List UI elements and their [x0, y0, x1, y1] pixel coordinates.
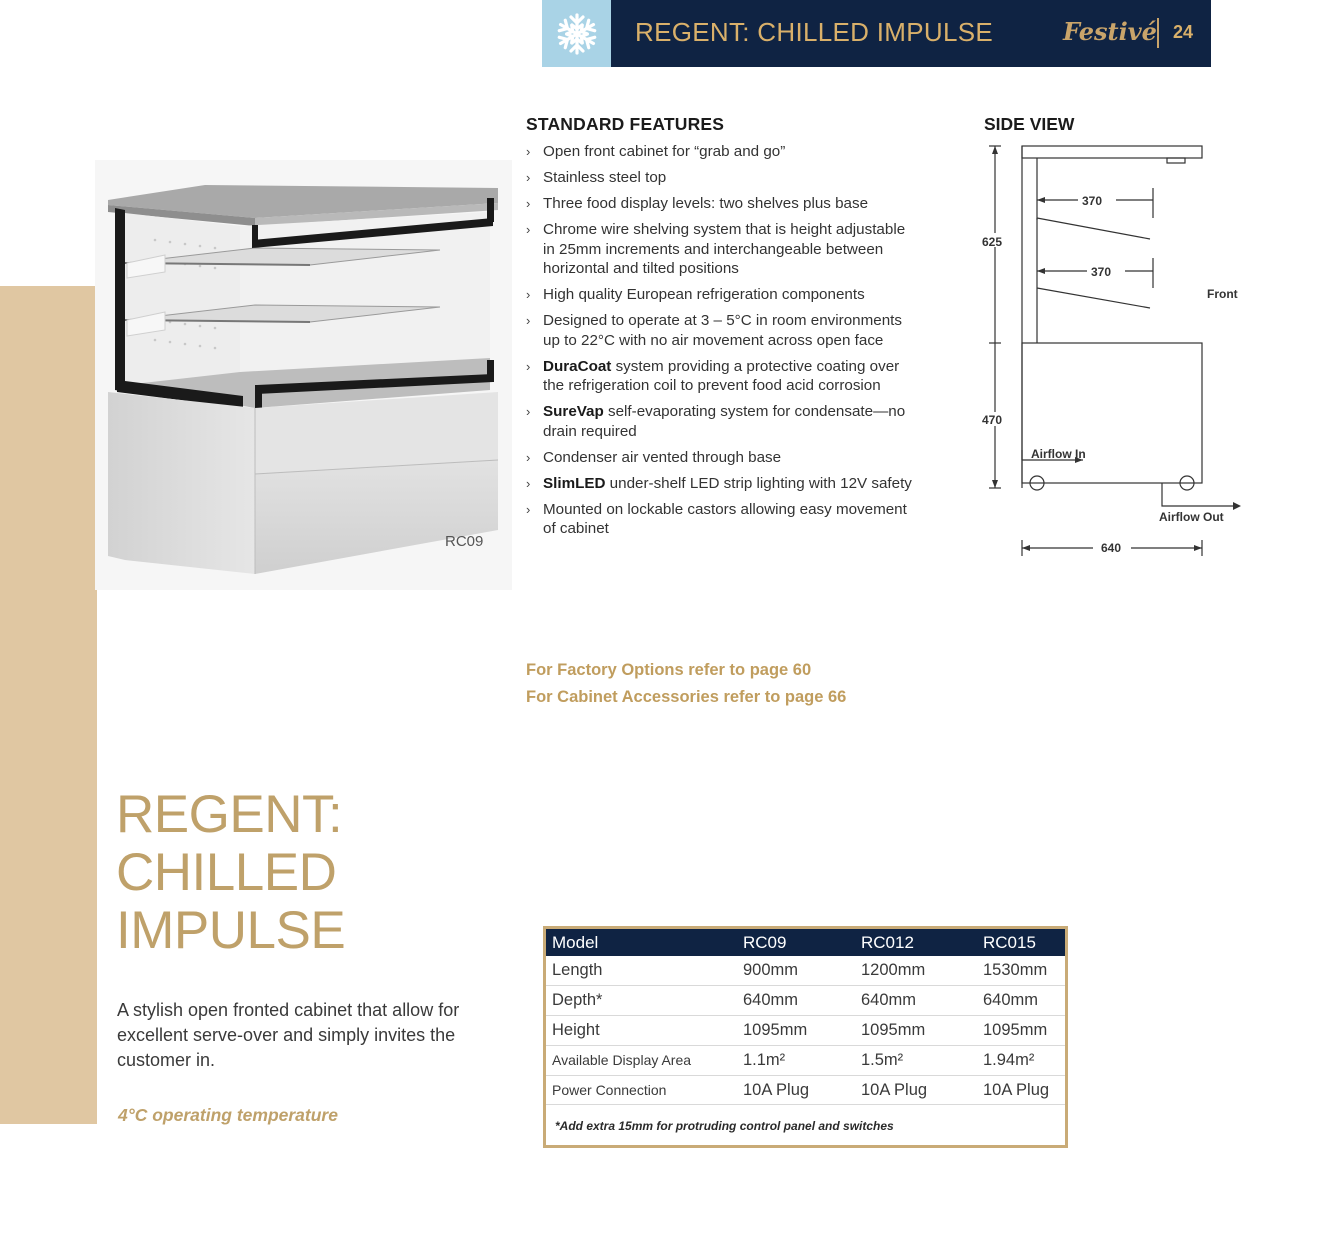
depth-dim: 640: [1101, 541, 1122, 555]
header-rc015: RC015: [977, 929, 1065, 956]
table-cell: 1095mm: [855, 1016, 977, 1046]
table-row: [546, 956, 1065, 986]
feature-item: [526, 168, 916, 188]
feature-text: High quality European refrigeration components: [543, 286, 865, 303]
options-references: [526, 657, 846, 711]
table-cell: 1200mm: [855, 956, 977, 986]
feature-brand-name: SureVap: [543, 403, 604, 420]
feature-item: [526, 311, 916, 350]
upper-height-dim: 625: [982, 235, 1003, 249]
feature-brand-name: SlimLED: [543, 474, 606, 492]
front-label: Front: [1207, 287, 1238, 301]
feature-text: Stainless steel top: [543, 169, 667, 186]
operating-temperature: 4°C operating temperature: [118, 1105, 338, 1125]
row-label: Height: [546, 1016, 737, 1046]
table-cell: 1.94m²: [977, 1045, 1065, 1075]
airflow-in-label: Airflow In: [1031, 447, 1086, 461]
header-icon-box: [542, 0, 611, 67]
table-cell: 640mm: [737, 986, 855, 1016]
bullet-chevron-icon: ›: [526, 404, 531, 419]
bullet-chevron-icon: ›: [526, 449, 531, 465]
bullet-chevron-icon: ›: [526, 287, 531, 302]
feature-text: Mounted on lockable castors allowing easy movement of cabinet: [543, 500, 907, 537]
title-line-1: REGENT:: [116, 785, 343, 844]
header-rc09: RC09: [737, 929, 855, 956]
header-title: REGENT: CHILLED IMPULSE: [635, 17, 993, 47]
feature-brand-name: DuraCoat: [543, 357, 612, 375]
header-bar: [611, 0, 1211, 67]
row-label: Power Connection: [546, 1075, 737, 1105]
feature-item: [526, 474, 916, 494]
standard-features: [526, 114, 916, 545]
feature-text: Three food display levels: two shelves plus base: [543, 195, 869, 212]
page-number: 24: [1173, 22, 1194, 42]
table-header-row: [546, 929, 1065, 956]
lower-height-dim: 470: [982, 413, 1003, 427]
specification-table: [543, 926, 1068, 1148]
table-row: [546, 986, 1065, 1016]
side-view-diagram: [975, 138, 1265, 568]
table-cell: 1.1m²: [737, 1045, 855, 1075]
shelf-depth-lower: 370: [1091, 265, 1112, 279]
bullet-chevron-icon: ›: [526, 170, 531, 185]
title-line-3: IMPULSE: [116, 901, 346, 960]
table-cell: 640mm: [977, 986, 1065, 1016]
table-row: [546, 1075, 1065, 1105]
feature-text: Open front cabinet for “grab and go”: [543, 143, 786, 160]
bullet-chevron-icon: ›: [526, 313, 531, 328]
bullet-chevron-icon: ›: [526, 222, 531, 237]
table-cell: 640mm: [855, 986, 977, 1016]
factory-options-link[interactable]: For Factory Options refer to page 60: [526, 661, 812, 679]
row-label: Available Display Area: [546, 1045, 737, 1075]
product-model-label: RC09: [445, 533, 484, 550]
product-image: [95, 160, 512, 590]
feature-text: Designed to operate at 3 – 5°C in room environments up to 22°C with no air movement across open face: [543, 312, 902, 349]
feature-item: [526, 194, 916, 214]
feature-item: [526, 448, 916, 468]
header-divider: [1157, 18, 1159, 48]
bullet-chevron-icon: ›: [526, 196, 531, 211]
feature-item: [526, 220, 916, 279]
feature-item: [526, 142, 916, 162]
shelf-depth-upper: 370: [1082, 194, 1103, 208]
table-cell: 10A Plug: [855, 1075, 977, 1105]
page-title: [116, 786, 345, 960]
decorative-side-band: [0, 286, 97, 1124]
table-cell: 1095mm: [977, 1016, 1065, 1046]
table-cell: 10A Plug: [737, 1075, 855, 1105]
table-row: [546, 1016, 1065, 1046]
cabinet-accessories-link[interactable]: For Cabinet Accessories refer to page 66: [526, 688, 847, 706]
table-row: [546, 1045, 1065, 1075]
row-label: Length: [546, 956, 737, 986]
table-cell: 900mm: [737, 956, 855, 986]
product-description: A stylish open fronted cabinet that allow for excellent serve-over and simply invites the customer in.: [117, 1000, 460, 1070]
feature-text: system providing a protective coating over the refrigeration coil to prevent food acid corrosion: [543, 357, 900, 394]
feature-item: [526, 500, 916, 539]
airflow-out-label: Airflow Out: [1159, 510, 1224, 524]
display-cabinet-illustration: [95, 160, 512, 590]
bullet-chevron-icon: ›: [526, 144, 531, 159]
feature-text: Chrome wire shelving system that is height adjustable in 25mm increments and interchangeable between horizontal and tilted positions: [543, 221, 906, 277]
brand-logo: Festivé: [1063, 17, 1157, 46]
bullet-chevron-icon: ›: [526, 475, 531, 491]
page-header: [542, 0, 1211, 67]
table-cell: 10A Plug: [977, 1075, 1065, 1105]
title-line-2: CHILLED: [116, 843, 337, 902]
features-heading: STANDARD FEATURES: [526, 114, 725, 134]
bullet-chevron-icon: ›: [526, 501, 531, 517]
feature-text: under-shelf LED strip lighting with 12V safety: [605, 474, 912, 492]
bullet-chevron-icon: ›: [526, 358, 531, 374]
table-footnote: *Add extra 15mm for protruding control panel and switches: [555, 1119, 894, 1133]
header-rc012: RC012: [855, 929, 977, 956]
feature-text: Condenser air vented through base: [543, 448, 782, 466]
feature-item: [526, 357, 916, 396]
feature-item: [526, 285, 916, 305]
features-list: [526, 142, 916, 539]
side-view-heading: SIDE VIEW: [984, 114, 1075, 134]
header-model: Model: [546, 929, 737, 956]
feature-text: self-evaporating system for condensate—no drain required: [543, 403, 906, 440]
snowflake-icon: [554, 11, 600, 57]
row-label: Depth*: [546, 986, 737, 1016]
table-cell: 1.5m²: [855, 1045, 977, 1075]
table-cell: 1530mm: [977, 956, 1065, 986]
table-cell: 1095mm: [737, 1016, 855, 1046]
feature-item: [526, 402, 916, 441]
